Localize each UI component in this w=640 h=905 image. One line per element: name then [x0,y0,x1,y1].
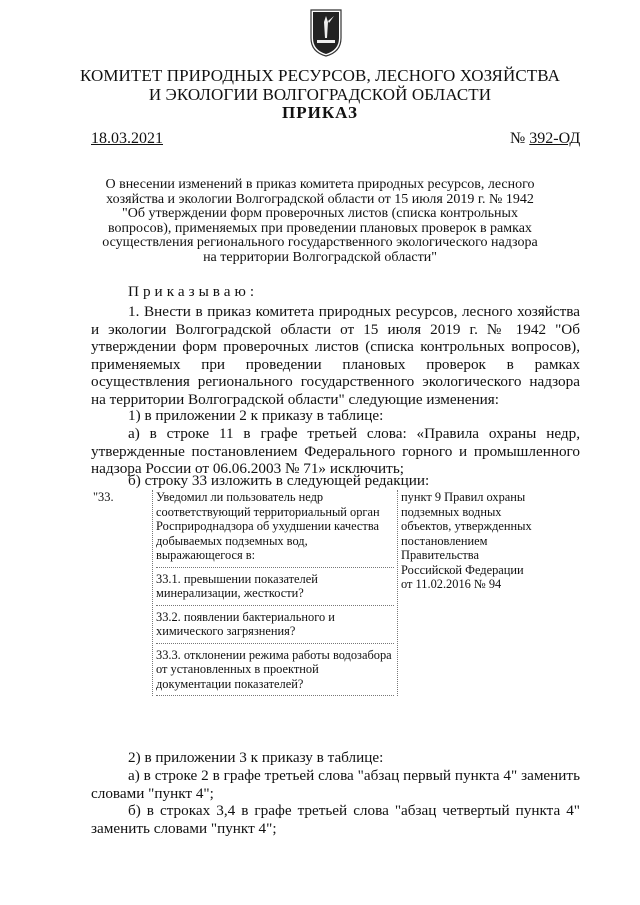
legal-reference: пункт 9 Правил охраны подземных водных объектов, утвержденных постановлением Правительства Российской Федерации от 11.02.2016 № 94 [401,490,532,591]
subject-line-3: "Об утверждении форм проверочных листов (списка контрольных [122,206,518,221]
row-33-table [90,490,538,696]
document-date: 18.03.2021 [91,130,163,147]
paragraph-3: а) в строке 11 в графе третьей слова: «Правила охраны недр, утвержденные постановлением Федерального горного и промышленного надзора России от 06.06.2003 № 71» исключить; [91,425,580,478]
paragraph-7: б) в строках 3,4 в графе третьей слова "абзац четвертый пункта 4" заменить словами "пункт 4"; [91,802,580,837]
subject-line-5: осуществления регионального государственного экологического надзора [102,235,538,250]
paragraph-2: 1) в приложении 2 к приказу в таблице: [128,407,384,424]
document-number [510,130,580,148]
number-prefix: № [510,130,530,147]
question-33-3: 33.3. отклонении режима работы водозабора от установленных в проектной документации показателей? [156,648,394,697]
question-main: Уведомил ли пользователь недр соответствующий территориальный орган Росприроднадзора об ухудшении качества добываемых подземных вод, выражающегося в: [156,490,394,568]
number-value: 392-ОД [529,130,581,147]
subject-block [90,178,550,265]
question-cell [153,490,398,696]
question-33-2: 33.2. появлении бактериального и химического загрязнения? [156,610,394,644]
org-line-2: И ЭКОЛОГИИ ВОЛГОГРАДСКОЙ ОБЛАСТИ [148,85,492,104]
paragraph-1: 1. Внести в приказ комитета природных ресурсов, лесного хозяйства и экологии Волгоградской области от 15 июля 2019 г. № 1942 "Об утверждении форм проверочных листов (списка контрольных вопросов), применяемых при проведении плановых проверок в рамках осуществления регионального государственного экологического надзора на территории Волгоградской области" следующие изменения: [91,303,580,408]
order-word: Приказываю: [128,283,259,300]
subject-line-1: О внесении изменений в приказ комитета природных ресурсов, лесного [105,177,535,192]
row-number-cell [90,490,153,696]
paragraph-6: а) в строке 2 в графе третьей слова "абзац первый пункта 4" заменить словами "пункт 4"; [91,767,580,802]
subject-line-6: на территории Волгоградской области" [203,249,437,265]
question-33-1: 33.1. превышении показателей минерализации, жесткости? [156,572,394,606]
subject-line-4: вопросов), применяемых при проведении плановых проверок в рамках [108,220,532,236]
organization-name [60,66,580,104]
paragraph-5: 2) в приложении 3 к приказу в таблице: [128,749,384,766]
subject-line-2: хозяйства и экологии Волгоградской области от 15 июля 2019 г. № 1942 [106,191,534,207]
paragraph-4: б) строку 33 изложить в следующей редакции: [128,472,430,489]
reference-cell [398,490,539,696]
emblem-logo [309,8,343,58]
row-number: "33. [93,490,114,504]
document-type: ПРИКАЗ [282,103,358,122]
org-line-1: КОМИТЕТ ПРИРОДНЫХ РЕСУРСОВ, ЛЕСНОГО ХОЗЯЙСТВА [79,66,561,85]
table-row [90,490,538,696]
